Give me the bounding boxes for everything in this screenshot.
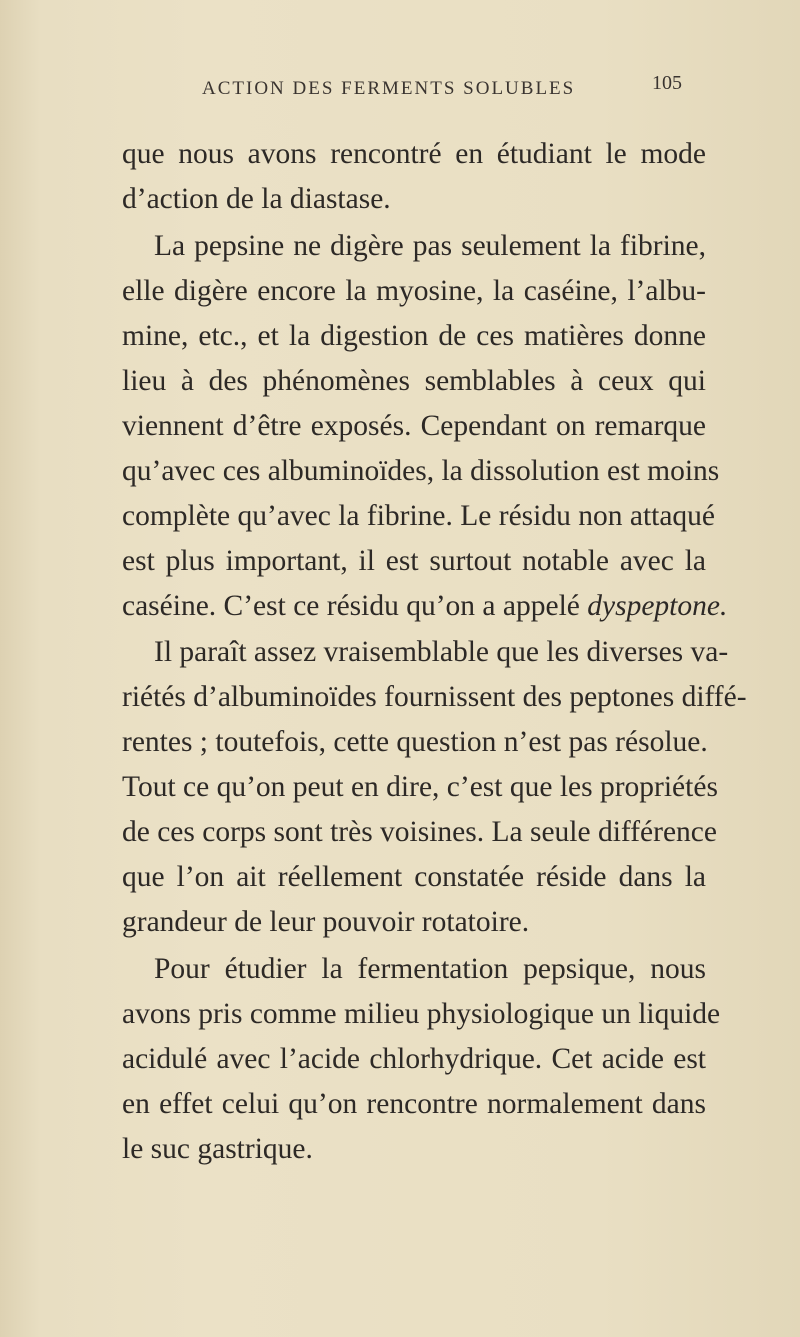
text-line: que nous avons rencontré en étudiant le mode bbox=[122, 138, 706, 170]
text-line: de ces corps sont très voisines. La seule différence bbox=[122, 816, 717, 848]
text-line: qu’avec ces albuminoïdes, la dissolution est moins bbox=[122, 455, 720, 487]
text-line: riétés d’albuminoïdes fournissent des peptones diffé- bbox=[122, 681, 747, 713]
paragraph-start: Il paraît assez vraisemblable que les diverses va- bbox=[154, 636, 729, 668]
text-line-with-term bbox=[122, 590, 728, 622]
page-number: 105 bbox=[652, 72, 682, 94]
paragraph-start: La pepsine ne digère pas seulement la fibrine, bbox=[154, 230, 706, 262]
italic-term-dyspeptone: dyspeptone. bbox=[587, 590, 728, 622]
paragraph-start: Pour étudier la fermentation pepsique, nous bbox=[154, 953, 706, 985]
text-line: en effet celui qu’on rencontre normalement dans bbox=[122, 1088, 706, 1120]
text-line: Tout ce qu’on peut en dire, c’est que les propriétés bbox=[122, 771, 718, 803]
text-line: viennent d’être exposés. Cependant on remarque bbox=[122, 410, 706, 442]
text-line: lieu à des phénomènes semblables à ceux qui bbox=[122, 365, 706, 397]
text-line: avons pris comme milieu physiologique un liquide bbox=[122, 998, 721, 1030]
text-line: d’action de la diastase. bbox=[122, 183, 391, 215]
text-line: que l’on ait réellement constatée réside dans la bbox=[122, 861, 706, 893]
text-line: acidulé avec l’acide chlorhydrique. Cet acide est bbox=[122, 1043, 706, 1075]
text-line: rentes ; toutefois, cette question n’est pas résolue. bbox=[122, 726, 708, 758]
text-segment: caséine. C’est ce résidu qu’on a appelé bbox=[122, 590, 588, 622]
text-line: mine, etc., et la digestion de ces matières donne bbox=[122, 320, 706, 352]
text-line: grandeur de leur pouvoir rotatoire. bbox=[122, 906, 530, 938]
text-line: le suc gastrique. bbox=[122, 1133, 313, 1165]
text-line: complète qu’avec la fibrine. Le résidu non attaqué bbox=[122, 500, 716, 532]
text-line: elle digère encore la myosine, la caséine, l’albu- bbox=[122, 275, 706, 307]
text-line: est plus important, il est surtout notable avec la bbox=[122, 545, 706, 577]
running-head: ACTION DES FERMENTS SOLUBLES bbox=[202, 78, 576, 99]
